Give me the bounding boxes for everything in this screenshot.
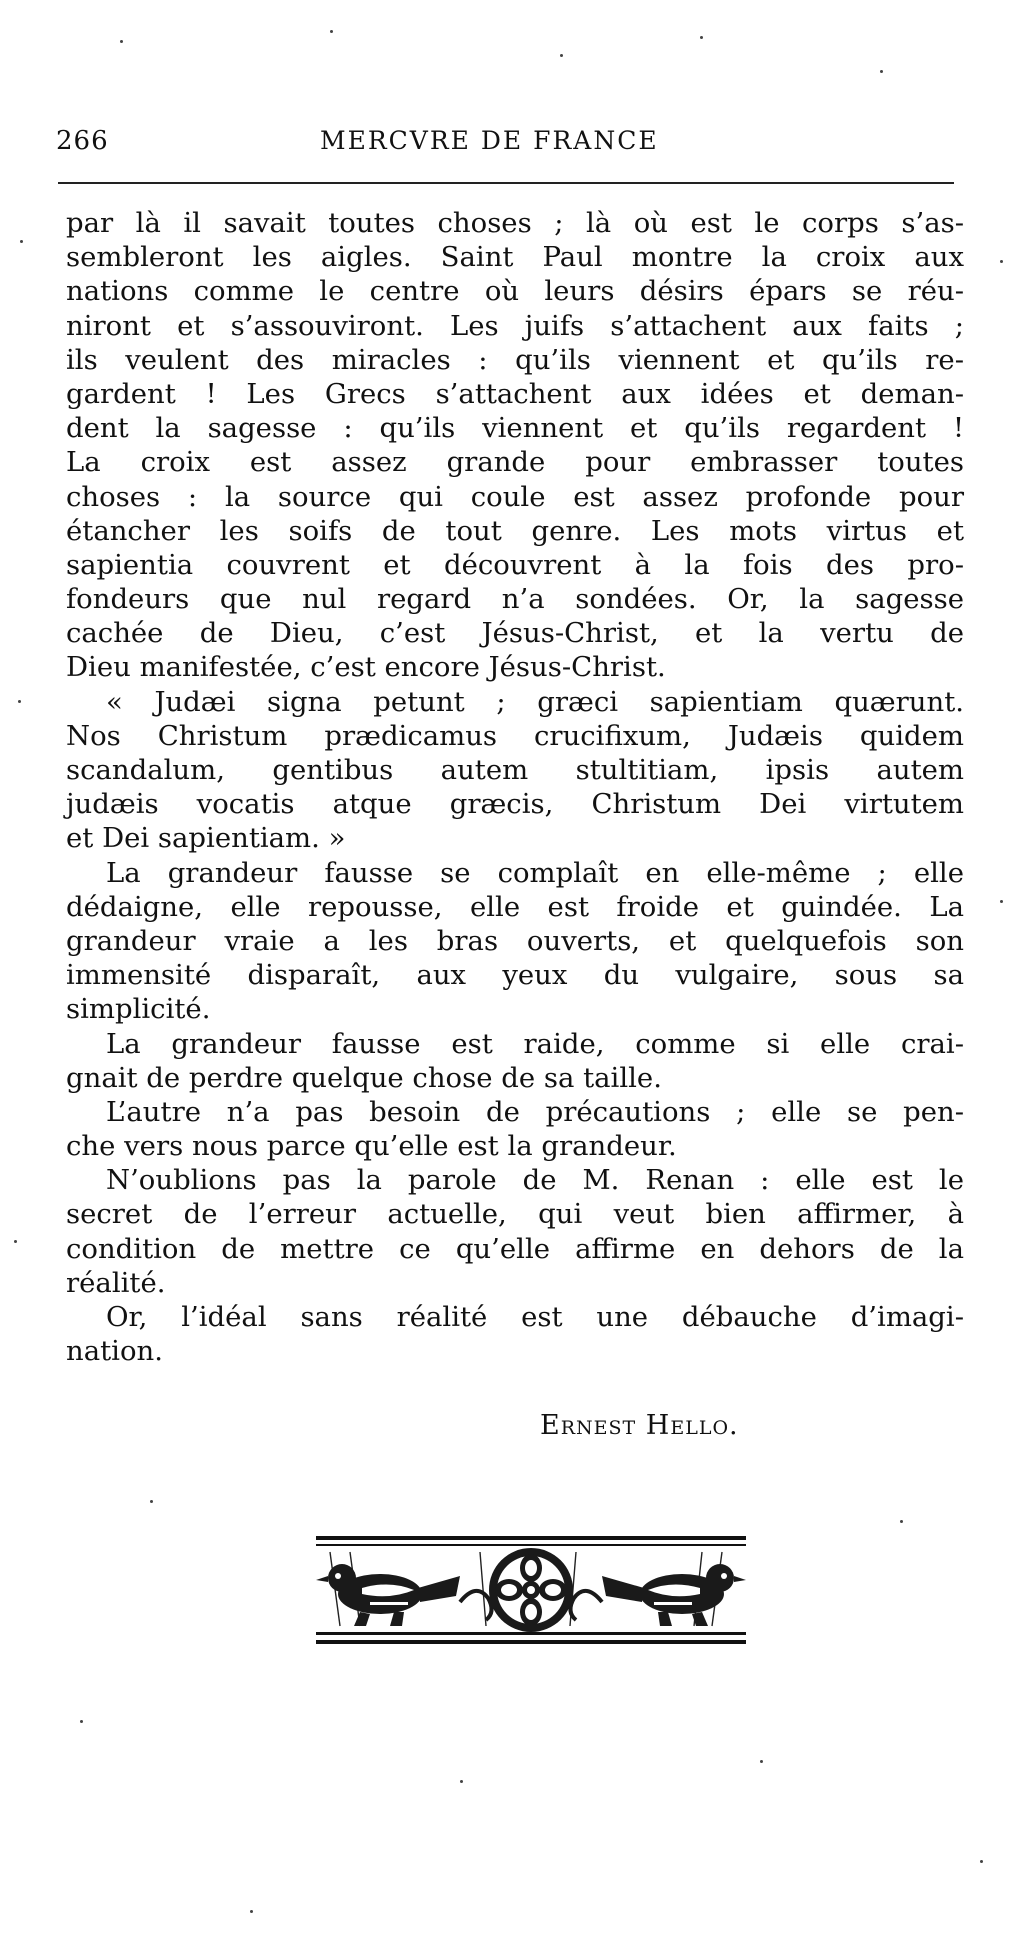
text-line: dédaigne, elle repousse, elle est froide et guindée. La — [66, 890, 964, 923]
text-line: condition de mettre ce qu’elle affirme en dehors de la — [66, 1232, 964, 1265]
text-line: choses : la source qui coule est assez profonde pour — [66, 480, 964, 513]
paper-speck — [20, 240, 23, 243]
signature-first-name: Ernest — [540, 1410, 637, 1441]
paper-speck — [18, 700, 21, 703]
paper-speck — [760, 1760, 763, 1763]
text-line: Or, l’idéal sans réalité est une débauche d’imagi- — [106, 1301, 964, 1333]
header-rule — [58, 182, 954, 184]
paper-speck — [80, 1720, 83, 1723]
text-line: sembleront les aigles. Saint Paul montre la croix aux — [66, 241, 964, 274]
text-line: cachée de Dieu, c’est Jésus-Christ, et la vertu de — [66, 617, 964, 650]
text-line: secret de l’erreur actuelle, qui veut bien affirmer, à — [66, 1198, 964, 1231]
text-line: sapientia couvrent et découvrent à la fois des pro- — [66, 548, 964, 581]
text-line: La grandeur fausse se complaît en elle-même ; elle — [106, 856, 964, 889]
birds-rosette-vignette — [310, 1532, 752, 1652]
text-line: Nos Christum prædicamus crucifixum, Judæis quidem — [66, 719, 964, 752]
paper-speck — [460, 1780, 463, 1783]
text-line: fondeurs que nul regard n’a sondées. Or, la sagesse — [66, 583, 964, 616]
paper-speck — [880, 70, 883, 73]
vignette-ornament-icon — [310, 1532, 752, 1652]
text-line: immensité disparaît, aux yeux du vulgaire, sous sa — [66, 959, 964, 992]
paper-speck — [1000, 900, 1003, 903]
text-line: « Judæi signa petunt ; græci sapientiam quærunt. — [106, 685, 964, 718]
text-line: Dieu manifestée, c’est encore Jésus-Christ. — [66, 651, 666, 684]
paper-speck — [150, 1500, 153, 1503]
text-line: gardent ! Les Grecs s’attachent aux idées et deman- — [66, 377, 964, 410]
text-line: gnait de perdre quelque chose de sa taille. — [66, 1061, 662, 1094]
paper-speck — [120, 40, 123, 43]
text-line: grandeur vraie a les bras ouverts, et quelquefois son — [66, 924, 964, 957]
paper-speck — [250, 1910, 253, 1913]
paper-speck — [330, 30, 333, 33]
text-line: réalité. — [66, 1266, 166, 1299]
author-signature — [540, 1410, 739, 1441]
text-line: scandalum, gentibus autem stultitiam, ipsis autem — [66, 754, 964, 786]
text-line: par là il savait toutes choses ; là où est le corps s’as- — [66, 207, 964, 239]
text-line: simplicité. — [66, 993, 211, 1026]
text-line: nation. — [66, 1335, 163, 1368]
paper-speck — [560, 54, 563, 57]
paper-speck — [700, 36, 703, 39]
text-line: La croix est assez grande pour embrasser toutes — [66, 446, 964, 479]
text-line: et Dei sapientiam. » — [66, 822, 346, 855]
text-line: étancher les soifs de tout genre. Les mots virtus et — [66, 514, 964, 547]
text-line: dent la sagesse : qu’ils viennent et qu’ils regardent ! — [66, 412, 964, 445]
text-line: N’oublions pas la parole de M. Renan : elle est le — [106, 1164, 964, 1197]
signature-last-name: Hello. — [645, 1410, 739, 1441]
text-line: niront et s’assouviront. Les juifs s’attachent aux faits ; — [66, 309, 964, 342]
page-number: 266 — [56, 126, 109, 156]
text-line: La grandeur fausse est raide, comme si elle crai- — [106, 1027, 964, 1060]
running-head — [56, 126, 956, 160]
paper-speck — [1000, 260, 1003, 263]
paper-speck — [900, 1520, 903, 1523]
text-line: che vers nous parce qu’elle est la grandeur. — [66, 1130, 677, 1163]
journal-title: MERCVRE DE FRANCE — [320, 126, 659, 155]
paper-speck — [980, 1860, 983, 1863]
text-line: judæis vocatis atque græcis, Christum Dei virtutem — [66, 788, 964, 821]
body-text — [66, 206, 964, 1368]
text-line: L’autre n’a pas besoin de précautions ; elle se pen- — [106, 1095, 964, 1128]
text-line: nations comme le centre où leurs désirs épars se réu- — [66, 275, 964, 308]
paper-speck — [14, 1240, 17, 1243]
text-line: ils veulent des miracles : qu’ils viennent et qu’ils re- — [66, 343, 964, 376]
